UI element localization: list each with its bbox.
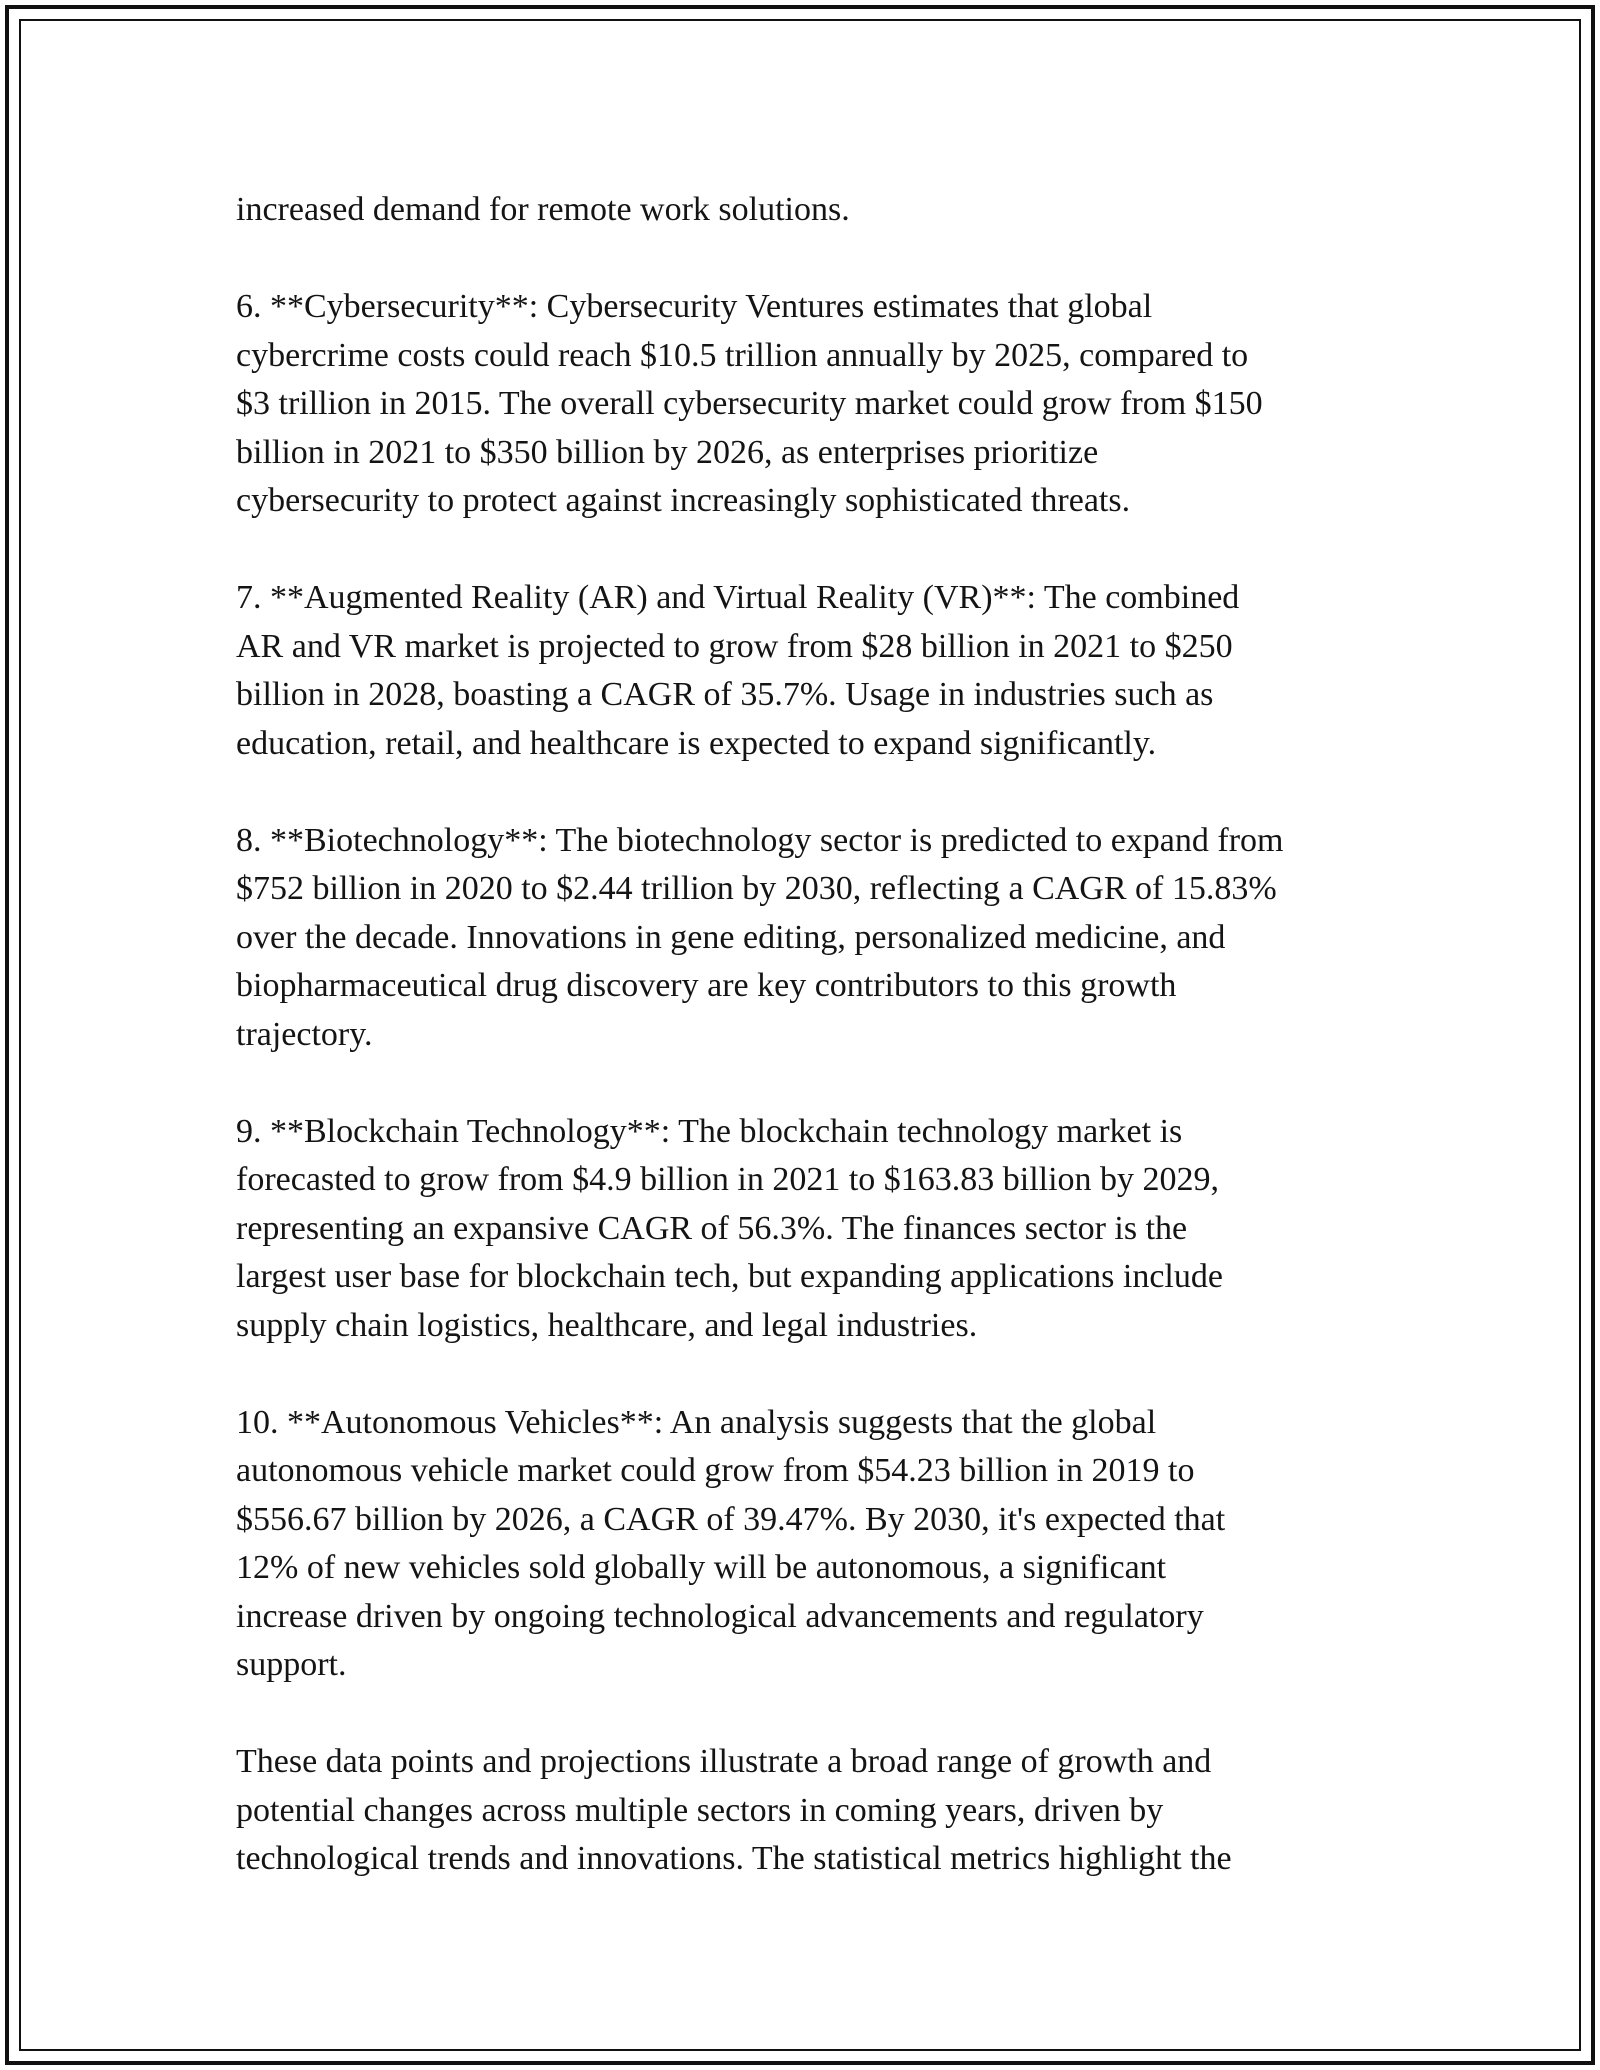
document-body [236,186,1386,1932]
paragraph-blockchain: 9. **Blockchain Technology**: The blockchain technology market is forecasted to grow from $4.9 billion in 2021 to $163.83 billion by 2029, representing an expansive CAGR of 56.3%. The finances sector is the largest user base for blockchain tech, but expanding applications include supply chain logistics, healthcare, and legal industries. [236,1112,1223,1344]
paragraph-cybersecurity: 6. **Cybersecurity**: Cybersecurity Ventures estimates that global cybercrime costs could reach $10.5 trillion annually by 2025, compared to $3 trillion in 2015. The overall cybersecurity market could grow from $150 billion in 2021 to $350 billion by 2026, as enterprises prioritize cybersecurity to protect against increasingly sophisticated threats. [236,288,1263,519]
paragraph-biotechnology: 8. **Biotechnology**: The biotechnology sector is predicted to expand from $752 billion in 2020 to $2.44 trillion by 2030, reflecting a CAGR of 15.83% over the decade. Innovations in gene editing, personalized medicine, and biopharmaceutical drug discovery are key contributors to this growth trajectory. [236,821,1284,1053]
paragraph-autonomous-vehicles: 10. **Autonomous Vehicles**: An analysis suggests that the global autonomous vehicle market could grow from $54.23 billion in 2019 to $556.67 billion by 2026, a CAGR of 39.47%. By 2030, it's expected that 12% of new vehicles sold globally will be autonomous, a significant increase driven by ongoing technological advancements and regulatory support. [236,1403,1226,1683]
paragraph-continuation: increased demand for remote work solutions. [236,191,850,228]
paragraph-ar-vr: 7. **Augmented Reality (AR) and Virtual Reality (VR)**: The combined AR and VR market is projected to grow from $28 billion in 2021 to $250 billion in 2028, boasting a CAGR of 35.7%. Usage in industries such as education, retail, and healthcare is expected to expand significantly. [236,579,1240,762]
paragraph-summary: These data points and projections illustrate a broad range of growth and potential changes across multiple sectors in coming years, driven by technological trends and innovations. The statistical metrics highlight the [236,1743,1232,1877]
